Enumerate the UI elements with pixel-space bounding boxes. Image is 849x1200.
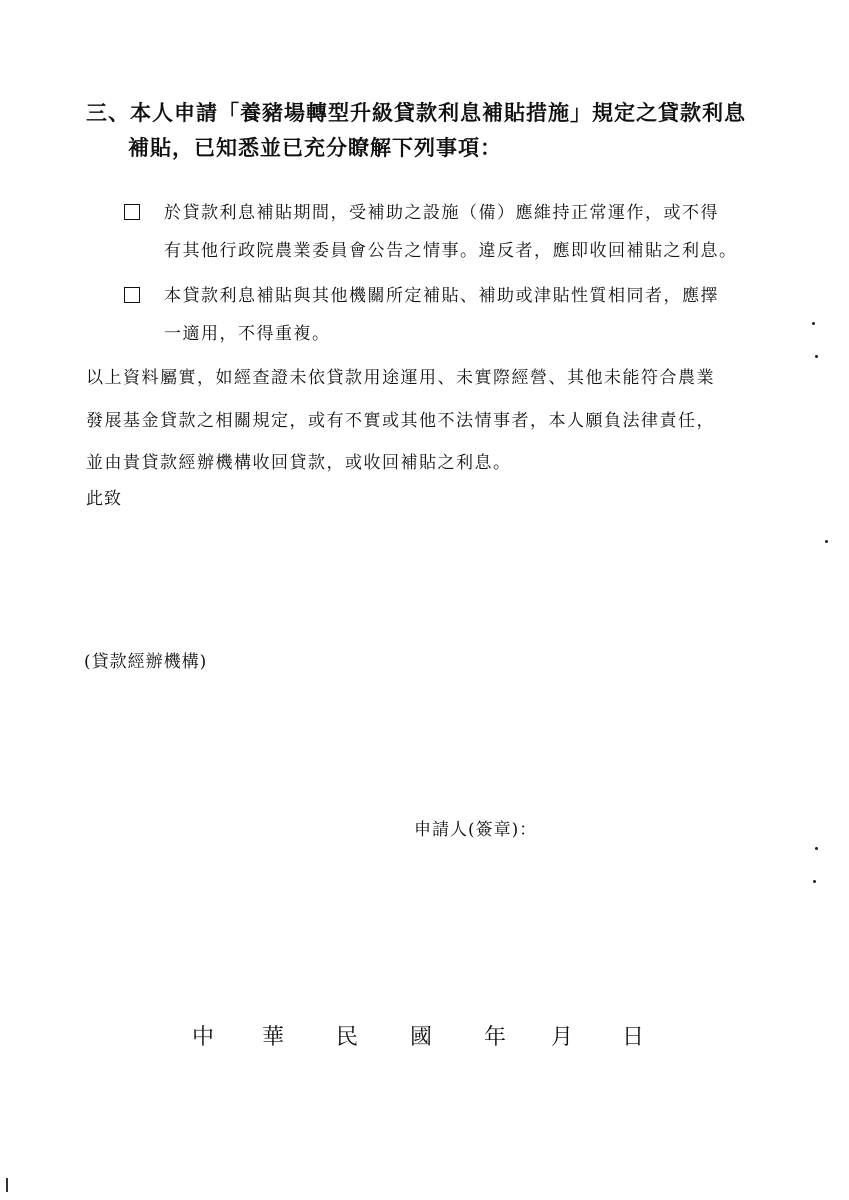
checkbox-facility-operation[interactable] xyxy=(124,204,140,220)
date-zhong: 中 xyxy=(192,1025,215,1050)
list-item-text-line2: 一適用，不得重複。 xyxy=(164,324,331,344)
scan-speck xyxy=(813,880,816,883)
institution-label: (貸款經辦機構) xyxy=(84,652,208,672)
scan-speck xyxy=(815,847,818,850)
year-label: 年 xyxy=(484,1025,507,1050)
scan-speck xyxy=(812,322,815,325)
section-heading-line2: 補貼，已知悉並已充分瞭解下列事項： xyxy=(128,135,502,160)
day-label: 日 xyxy=(622,1025,645,1050)
scan-edge-mark xyxy=(6,1178,8,1192)
date-guo: 國 xyxy=(410,1025,433,1050)
salutation: 此致 xyxy=(86,489,122,509)
scan-speck xyxy=(815,355,818,358)
applicant-signature-label: 申請人(簽章)： xyxy=(414,820,538,840)
declaration-line3: 並由貴貸款經辦機構收回貸款，或收回補貼之利息。 xyxy=(86,453,512,473)
month-label: 月 xyxy=(551,1025,574,1050)
list-item-text-line2: 有其他行政院農業委員會公告之情事。違反者，應即收回補貼之利息。 xyxy=(164,241,738,261)
date-row xyxy=(0,1020,849,1050)
date-min: 民 xyxy=(336,1025,359,1050)
declaration-line1: 以上資料屬實，如經查證未依貸款用途運用、未實際經營、其他未能符合農業 xyxy=(86,368,715,388)
scan-speck xyxy=(825,540,828,543)
section-heading-line1: 三、本人申請「養豬場轉型升級貸款利息補貼措施」規定之貸款利息 xyxy=(86,100,746,125)
list-item-text-line1: 本貸款利息補貼與其他機關所定補貼、補助或津貼性質相同者，應擇 xyxy=(164,286,719,306)
list-item-text-line1: 於貸款利息補貼期間，受補助之設施（備）應維持正常運作，或不得 xyxy=(164,203,719,223)
declaration-line2: 發展基金貸款之相關規定，或有不實或其他不法情事者，本人願負法律責任， xyxy=(86,411,715,431)
checkbox-no-duplicate-subsidy[interactable] xyxy=(124,287,140,303)
date-hua: 華 xyxy=(262,1025,285,1050)
